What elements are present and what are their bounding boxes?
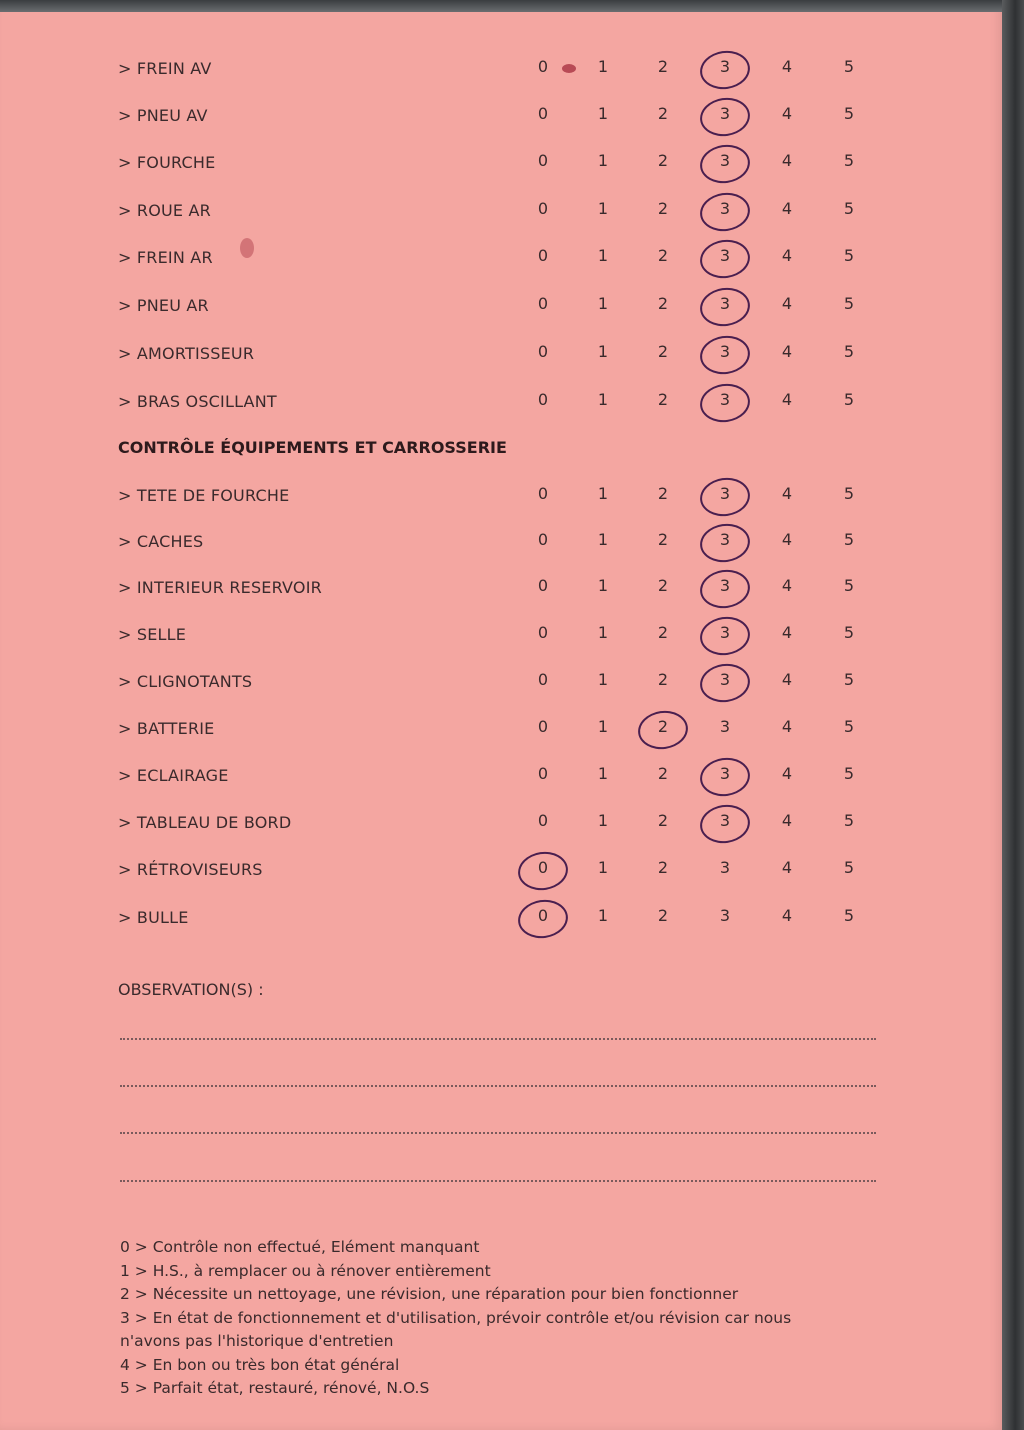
score-1: 1 (597, 764, 609, 783)
score-5: 5 (843, 199, 855, 218)
score-3 (712, 104, 738, 123)
rating-row-label: > INTERIEUR RESERVOIR (118, 578, 322, 597)
score-3 (712, 764, 738, 783)
selected-score-value: 3 (719, 57, 731, 76)
score-4: 4 (781, 484, 793, 503)
score-1: 1 (597, 670, 609, 689)
rating-row (118, 715, 878, 745)
selected-score-value: 3 (719, 199, 731, 218)
rating-row (118, 762, 878, 792)
selected-score-circle (698, 614, 753, 659)
score-5: 5 (843, 484, 855, 503)
score-5: 5 (843, 623, 855, 642)
score-2: 2 (657, 764, 669, 783)
selected-score-circle (698, 381, 753, 426)
rating-row (118, 244, 878, 274)
score-5: 5 (843, 151, 855, 170)
score-4: 4 (781, 390, 793, 409)
score-1: 1 (597, 906, 609, 925)
score-0: 0 (537, 390, 549, 409)
selected-score-value: 3 (719, 530, 731, 549)
observation-line (120, 1085, 876, 1087)
selected-score-value: 2 (657, 717, 669, 736)
stain (240, 238, 254, 258)
selected-score-circle (698, 142, 753, 187)
score-3 (712, 811, 738, 830)
rating-row-label: > ROUE AR (118, 201, 211, 220)
selected-score-circle (698, 521, 753, 566)
legend-line: 1 > H.S., à remplacer ou à rénover entièrement (120, 1261, 491, 1280)
score-0: 0 (537, 764, 549, 783)
selected-score-circle (698, 285, 753, 330)
score-3 (712, 670, 738, 689)
rating-row-label: > FOURCHE (118, 153, 216, 172)
rating-row (118, 197, 878, 227)
score-5: 5 (843, 390, 855, 409)
selected-score-value: 3 (719, 811, 731, 830)
score-0 (530, 906, 556, 925)
rating-row (118, 574, 878, 604)
score-3: 3 (719, 906, 731, 925)
selected-score-circle (516, 849, 571, 894)
binder-edge-top (0, 0, 1024, 12)
score-3: 3 (719, 717, 731, 736)
selected-score-circle (698, 190, 753, 235)
score-3: 3 (719, 858, 731, 877)
score-0: 0 (537, 811, 549, 830)
score-2: 2 (657, 623, 669, 642)
rating-row (118, 528, 878, 558)
selected-score-circle (698, 333, 753, 378)
binder-edge (1002, 0, 1024, 1430)
score-1: 1 (597, 199, 609, 218)
score-1: 1 (597, 390, 609, 409)
score-3 (712, 294, 738, 313)
score-0: 0 (537, 623, 549, 642)
rating-row (118, 292, 878, 322)
score-5: 5 (843, 342, 855, 361)
selected-score-circle (516, 897, 571, 942)
observations-label: OBSERVATION(S) : (118, 980, 264, 999)
rating-row (118, 904, 878, 934)
observation-line (120, 1132, 876, 1134)
score-1: 1 (597, 246, 609, 265)
score-0: 0 (537, 199, 549, 218)
selected-score-value: 0 (537, 858, 549, 877)
selected-score-value: 0 (537, 906, 549, 925)
score-1: 1 (597, 576, 609, 595)
score-5: 5 (843, 104, 855, 123)
rating-row (118, 340, 878, 370)
score-2: 2 (657, 530, 669, 549)
score-1: 1 (597, 57, 609, 76)
rating-row (118, 856, 878, 886)
score-1: 1 (597, 623, 609, 642)
legend-line: 0 > Contrôle non effectué, Elément manquant (120, 1238, 480, 1256)
selected-score-value: 3 (719, 764, 731, 783)
score-1: 1 (597, 858, 609, 877)
score-1: 1 (597, 151, 609, 170)
score-4: 4 (781, 530, 793, 549)
score-5: 5 (843, 294, 855, 313)
rating-row-label: > RÉTROVISEURS (118, 860, 263, 879)
legend-line: 2 > Nécessite un nettoyage, une révision, une réparation pour bien fonctionner (120, 1285, 739, 1303)
observation-line (120, 1038, 876, 1040)
score-0: 0 (537, 294, 549, 313)
score-5: 5 (843, 811, 855, 830)
score-2: 2 (657, 811, 669, 830)
rating-row (118, 668, 878, 698)
score-2: 2 (657, 104, 669, 123)
score-0 (530, 858, 556, 877)
score-2: 2 (657, 906, 669, 925)
rating-row-label: > FREIN AV (118, 59, 212, 78)
score-2: 2 (657, 199, 669, 218)
legend-line: n'avons pas l'historique d'entretien (120, 1332, 394, 1350)
selected-score-circle (636, 708, 691, 753)
score-4: 4 (781, 246, 793, 265)
score-2: 2 (657, 670, 669, 689)
score-5: 5 (843, 906, 855, 925)
score-5: 5 (843, 717, 855, 736)
legend-line: 5 > Parfait état, restauré, rénové, N.O.S (120, 1379, 430, 1397)
score-1: 1 (597, 717, 609, 736)
rating-row (118, 55, 878, 85)
score-2: 2 (657, 576, 669, 595)
score-3 (712, 57, 738, 76)
score-5: 5 (843, 530, 855, 549)
legend (120, 1236, 880, 1401)
selected-score-circle (698, 475, 753, 520)
score-1: 1 (597, 811, 609, 830)
legend-line: 4 > En bon ou très bon état général (120, 1355, 400, 1374)
rating-row (118, 388, 878, 418)
score-4: 4 (781, 906, 793, 925)
score-2: 2 (657, 342, 669, 361)
selected-score-circle (698, 567, 753, 612)
rating-row-label: > PNEU AV (118, 106, 208, 125)
score-3 (712, 623, 738, 642)
score-4: 4 (781, 342, 793, 361)
selected-score-value: 3 (719, 576, 731, 595)
score-3 (712, 246, 738, 265)
score-4: 4 (781, 57, 793, 76)
ink-stain (562, 64, 576, 73)
score-0: 0 (537, 104, 549, 123)
score-0: 0 (537, 342, 549, 361)
score-5: 5 (843, 670, 855, 689)
score-5: 5 (843, 764, 855, 783)
selected-score-value: 3 (719, 670, 731, 689)
score-3 (712, 199, 738, 218)
score-5: 5 (843, 858, 855, 877)
score-3 (712, 151, 738, 170)
legend-line: 3 > En état de fonctionnement et d'utilisation, prévoir contrôle et/ou révision car nous (120, 1308, 792, 1327)
score-4: 4 (781, 294, 793, 313)
score-1: 1 (597, 484, 609, 503)
rating-row-label: > AMORTISSEUR (118, 344, 255, 363)
rating-row (118, 809, 878, 839)
selected-score-circle (698, 802, 753, 847)
selected-score-value: 3 (719, 390, 731, 409)
rating-row-label: > TABLEAU DE BORD (118, 813, 292, 832)
score-2 (650, 717, 676, 736)
score-2: 2 (657, 390, 669, 409)
rating-row-label: > BRAS OSCILLANT (118, 392, 277, 411)
rating-row-label: > FREIN AR (118, 248, 213, 267)
score-0: 0 (537, 57, 549, 76)
score-0: 0 (537, 717, 549, 736)
rating-row-label: > CLIGNOTANTS (118, 672, 253, 691)
rating-row-label: > ECLAIRAGE (118, 766, 229, 785)
selected-score-value: 3 (719, 342, 731, 361)
selected-score-value: 3 (719, 151, 731, 170)
rating-row (118, 621, 878, 651)
selected-score-value: 3 (719, 104, 731, 123)
score-0: 0 (537, 530, 549, 549)
score-4: 4 (781, 623, 793, 642)
selected-score-circle (698, 237, 753, 282)
section-title: CONTRÔLE ÉQUIPEMENTS ET CARROSSERIE (118, 438, 507, 457)
score-0: 0 (537, 246, 549, 265)
score-2: 2 (657, 151, 669, 170)
score-4: 4 (781, 151, 793, 170)
score-1: 1 (597, 342, 609, 361)
rating-row-label: > BATTERIE (118, 719, 215, 738)
score-0: 0 (537, 576, 549, 595)
score-1: 1 (597, 530, 609, 549)
selected-score-circle (698, 755, 753, 800)
observation-line (120, 1180, 876, 1182)
score-2: 2 (657, 246, 669, 265)
score-3 (712, 484, 738, 503)
score-0: 0 (537, 484, 549, 503)
score-3 (712, 342, 738, 361)
score-2: 2 (657, 294, 669, 313)
selected-score-value: 3 (719, 246, 731, 265)
selected-score-circle (698, 48, 753, 93)
score-2: 2 (657, 484, 669, 503)
score-1: 1 (597, 104, 609, 123)
rating-row (118, 482, 878, 512)
score-5: 5 (843, 576, 855, 595)
score-4: 4 (781, 670, 793, 689)
score-0: 0 (537, 151, 549, 170)
score-0: 0 (537, 670, 549, 689)
score-4: 4 (781, 199, 793, 218)
score-4: 4 (781, 717, 793, 736)
rating-row-label: > SELLE (118, 625, 187, 644)
score-2: 2 (657, 57, 669, 76)
score-4: 4 (781, 576, 793, 595)
score-4: 4 (781, 858, 793, 877)
rating-row-label: > PNEU AR (118, 296, 209, 315)
rating-row (118, 149, 878, 179)
score-3 (712, 530, 738, 549)
selected-score-circle (698, 95, 753, 140)
selected-score-circle (698, 661, 753, 706)
selected-score-value: 3 (719, 623, 731, 642)
selected-score-value: 3 (719, 294, 731, 313)
rating-row-label: > TETE DE FOURCHE (118, 486, 290, 505)
score-4: 4 (781, 764, 793, 783)
selected-score-value: 3 (719, 484, 731, 503)
score-4: 4 (781, 104, 793, 123)
score-5: 5 (843, 57, 855, 76)
rating-row (118, 102, 878, 132)
rating-row-label: > CACHES (118, 532, 204, 551)
score-5: 5 (843, 246, 855, 265)
score-4: 4 (781, 811, 793, 830)
score-1: 1 (597, 294, 609, 313)
score-2: 2 (657, 858, 669, 877)
rating-row-label: > BULLE (118, 908, 189, 927)
score-3 (712, 576, 738, 595)
score-3 (712, 390, 738, 409)
